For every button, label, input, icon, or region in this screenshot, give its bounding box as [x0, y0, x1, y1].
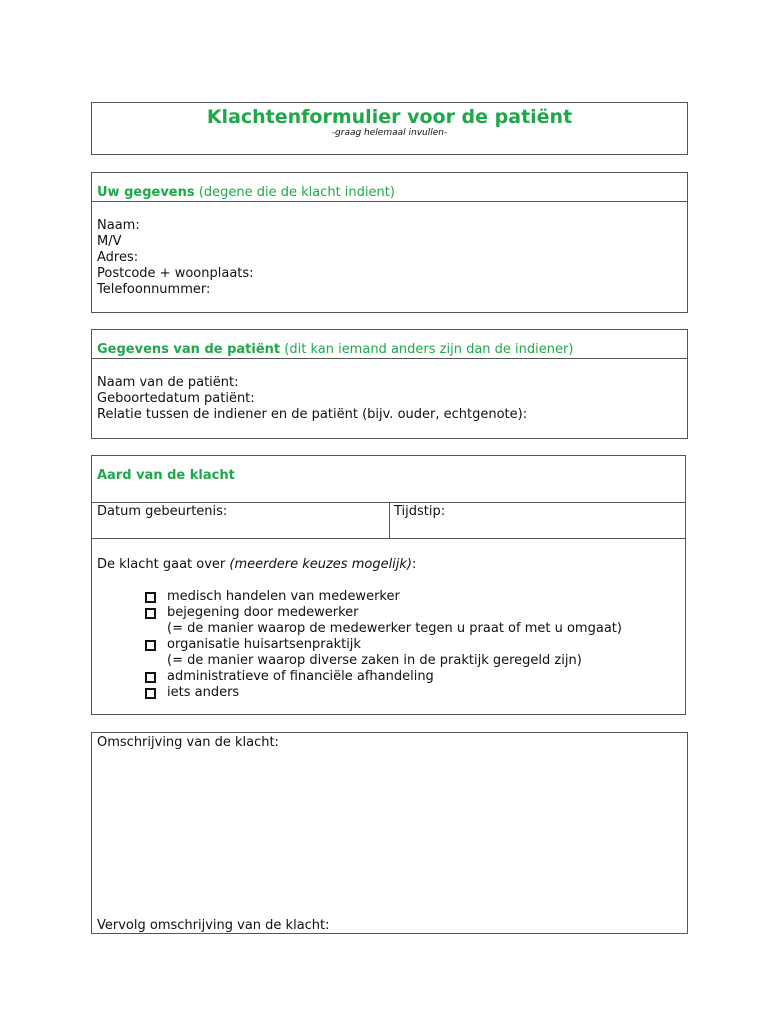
field-patient-name[interactable]: Naam van de patiënt:: [97, 375, 239, 390]
field-gender[interactable]: M/V: [97, 234, 122, 249]
option-organisation[interactable]: [145, 637, 622, 653]
description-continuation-label: Vervolg omschrijving van de klacht:: [97, 918, 330, 933]
option-treatment[interactable]: [145, 605, 622, 621]
section-submitter-details: [91, 172, 688, 313]
question-note: (meerdere keuzes mogelijk): [229, 557, 413, 572]
option-label: administratieve of financiële afhandeling: [167, 669, 434, 684]
form-title: Klachtenformulier voor de patiënt: [206, 106, 573, 128]
question-prefix: De klacht gaat over: [97, 557, 230, 572]
form-subtitle: -graag helemaal invullen-: [331, 128, 448, 138]
section-heading: [97, 342, 573, 358]
field-name[interactable]: Naam:: [97, 218, 140, 233]
field-event-date[interactable]: Datum gebeurtenis:: [97, 504, 228, 519]
description-label: Omschrijving van de klacht:: [97, 735, 279, 750]
section-heading-title: Gegevens van de patiënt: [97, 342, 281, 357]
option-medical[interactable]: [145, 589, 622, 605]
checkbox-icon[interactable]: [145, 669, 157, 685]
section-heading-title: Aard van de klacht: [97, 468, 235, 483]
option-administrative[interactable]: [145, 669, 622, 685]
section-description[interactable]: [91, 732, 688, 934]
field-list: [97, 375, 527, 423]
divider: [92, 538, 685, 539]
divider-vertical: [389, 502, 390, 538]
field-phone[interactable]: Telefoonnummer:: [97, 282, 211, 297]
option-label: medisch handelen van medewerker: [167, 589, 400, 604]
question-suffix: :: [412, 557, 417, 572]
field-patient-birthdate[interactable]: Geboortedatum patiënt:: [97, 391, 255, 406]
section-heading-note: (degene die de klacht indient): [194, 185, 395, 200]
complaint-options: [145, 589, 622, 701]
field-list: [97, 218, 254, 298]
field-event-time[interactable]: Tijdstip:: [394, 504, 446, 519]
option-other[interactable]: [145, 685, 622, 701]
option-note: (= de manier waarop diverse zaken in de praktijk geregeld zijn): [167, 653, 582, 668]
field-relation[interactable]: Relatie tussen de indiener en de patiënt (bijv. ouder, echtgenote):: [97, 407, 528, 422]
checkbox-icon[interactable]: [145, 637, 157, 653]
option-label: iets anders: [167, 685, 240, 700]
complaint-question: [97, 557, 416, 573]
section-heading-title: Uw gegevens: [97, 185, 195, 200]
title-box: [91, 102, 688, 155]
section-patient-details: [91, 329, 688, 439]
divider: [92, 358, 687, 359]
option-label: organisatie huisartsenpraktijk: [167, 637, 361, 652]
option-note: (= de manier waarop de medewerker tegen u praat of met u omgaat): [167, 621, 622, 636]
section-heading: [97, 185, 395, 201]
field-address[interactable]: Adres:: [97, 250, 139, 265]
checkbox-icon[interactable]: [145, 589, 157, 605]
checkbox-icon[interactable]: [145, 605, 157, 621]
checkbox-icon[interactable]: [145, 685, 157, 701]
divider: [92, 201, 687, 202]
option-label: bejegening door medewerker: [167, 605, 359, 620]
field-postcode-city[interactable]: Postcode + woonplaats:: [97, 266, 254, 281]
section-complaint-type: [91, 455, 686, 715]
section-heading-note: (dit kan iemand anders zijn dan de indiener): [280, 342, 574, 357]
